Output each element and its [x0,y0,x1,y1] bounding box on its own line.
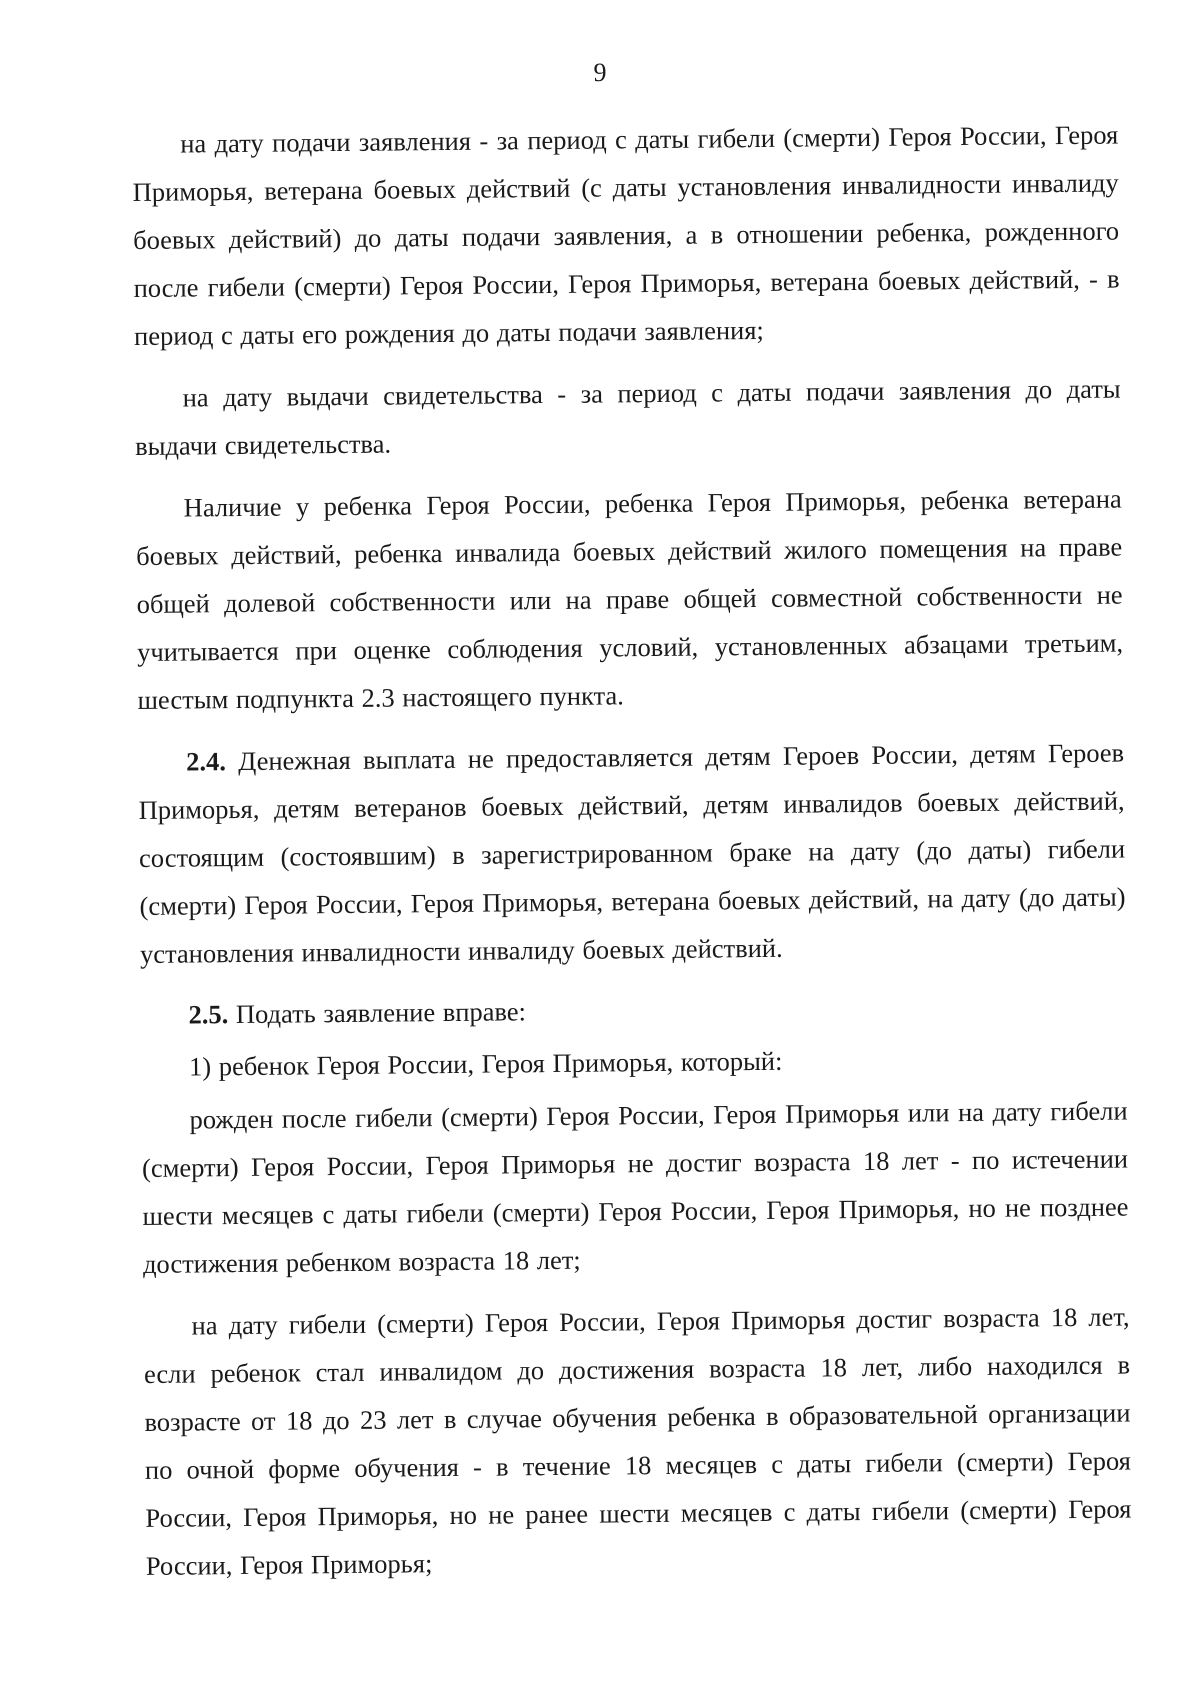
list-item-1 [141,1034,1127,1089]
paragraph-text: Наличие у ребенка Героя России, ребенка Героя Приморья, ребенка ветерана боевых действий, ребенка инвалида боевых действий жилого помещения на праве общей долевой собственности или на праве общей совместной собственности не учитывается при оценке соблюдения условий, установленных абзацами третьим, шестым подпункта 2.3 настоящего пункта. [136,483,1124,715]
paragraph-housing-ownership [135,475,1123,724]
clause-number: 2.4. [186,746,227,777]
paragraph-filing-date [132,111,1120,360]
paragraph-born-after-death [141,1086,1129,1287]
paragraph-text: на дату подачи заявления - за период с даты гибели (смерти) Героя России, Героя Приморья, ветерана боевых действий (с даты установления инвалидности инвалиду боевых действий) до даты подачи заявления, а в отношении ребенка, рожденного после гибели (смерти) Героя России, Героя Приморья, ветерана боевых действий, - в период с даты его рождения до даты подачи заявления; [132,119,1120,351]
paragraph-reached-age-18 [143,1292,1132,1589]
page-number: 9 [593,58,607,87]
paragraph-text: рожден после гибели (смерти) Героя России, Героя Приморья или на дату гибели (смерти) Героя России, Героя Приморья не достиг возраста 18 лет - по истечении шести месяцев с даты гибели (смерти) Героя России, Героя Приморья, но не позднее достижения ребенком возраста 18 лет; [141,1095,1129,1279]
clause-2-5 [140,982,1126,1037]
paragraph-text: Подать заявление вправе: [228,996,527,1030]
clause-2-4 [138,729,1126,978]
paragraph-certificate-date [134,365,1121,470]
paragraph-text: на дату выдачи свидетельства - за период с даты подачи заявления до даты выдачи свидетельства. [134,373,1121,461]
paragraph-text: 1) ребенок Героя России, Героя Приморья, который: [188,1045,783,1082]
clause-number: 2.5. [188,999,229,1030]
paragraph-text: Денежная выплата не предоставляется детям Героев России, детям Героев Приморья, детям ветеранов боевых действий, детям инвалидов боевых действий, состоящим (состоявшим) в зарегистрированном браке на дату (до даты) гибели (смерти) Героя России, Героя Приморья, ветерана боевых действий, на дату (до даты) установления инвалидности инвалиду боевых действий. [138,737,1126,969]
document-body [132,111,1132,1604]
paragraph-text: на дату гибели (смерти) Героя России, Героя Приморья достиг возраста 18 лет, если ребенок стал инвалидом до достижения возраста 18 лет, либо находился в возрасте от 18 до 23 лет в случае обучения ребенка в образовательной организации по очной форме обучения - в течение 18 месяцев с даты гибели (смерти) Героя России, Героя Приморья, но не ранее шести месяцев с даты гибели (смерти) Героя России, Героя Приморья; [143,1301,1132,1581]
